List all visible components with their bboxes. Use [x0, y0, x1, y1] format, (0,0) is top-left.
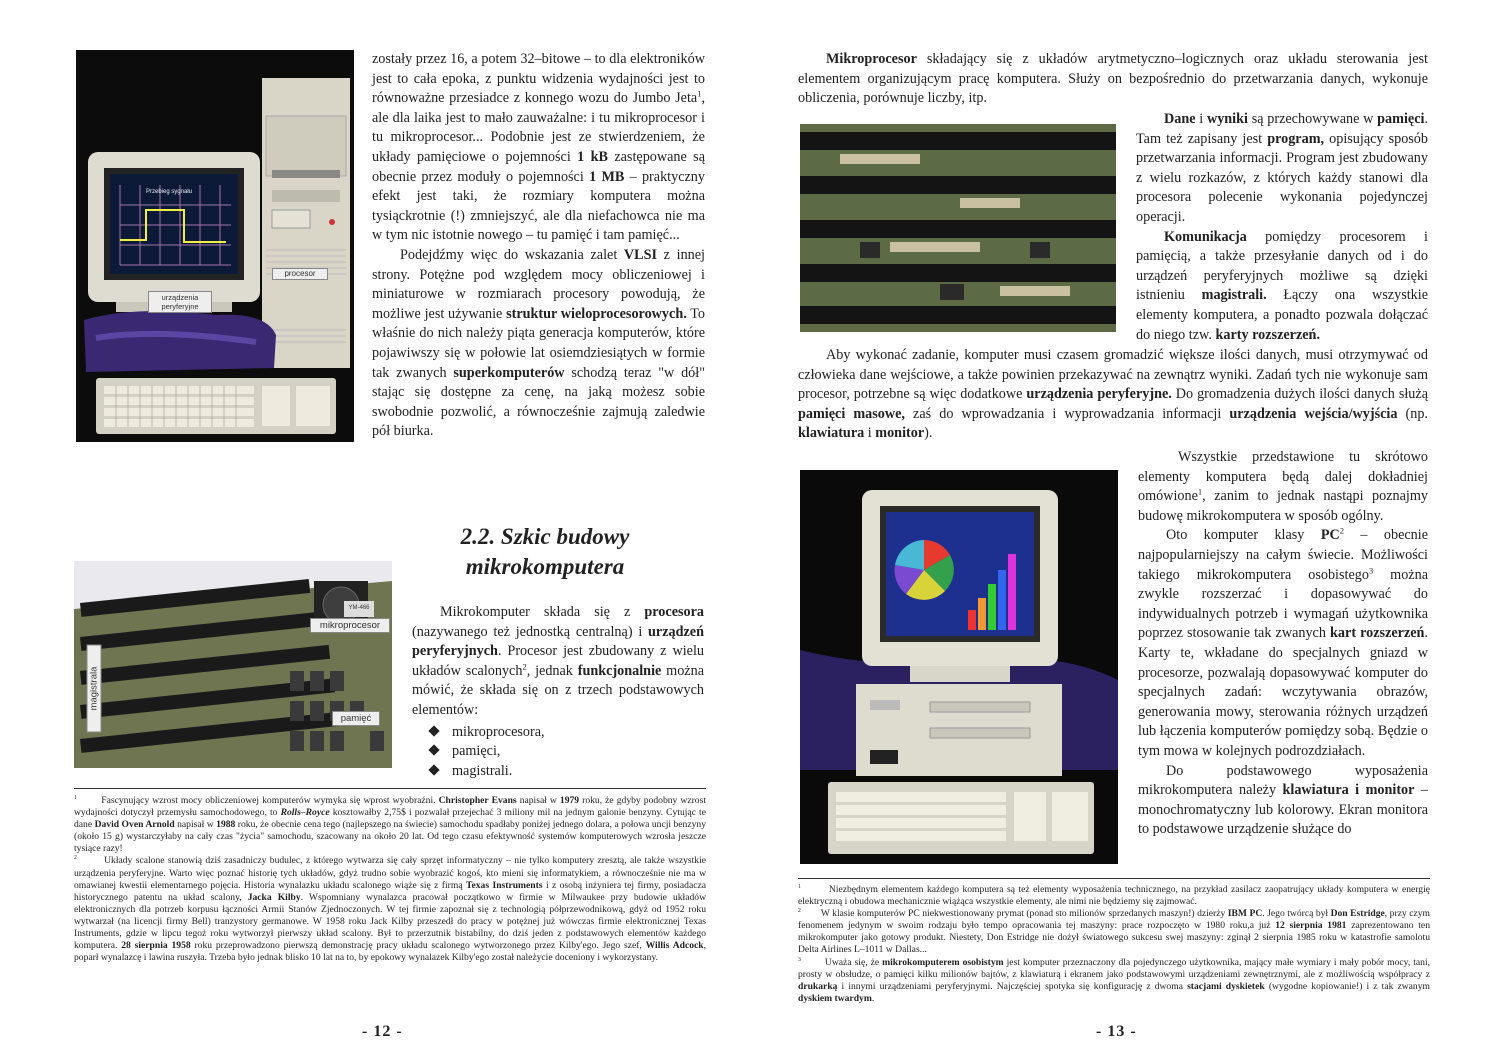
footnote: $^1$ Niezbędnym elementem każdego komputera są też elementy wyposażenia technicznego, na przykład zasilacz zaopatrujący układy komputera w energię elektryczną i obudowa mechanicznie wiążąca wszystkie elementy, ale nimi nie będziemy się zajmować. [798, 883, 1430, 908]
diamond-bullet-icon [428, 744, 439, 755]
paragraph: zostały przez 16, a potem 32–bitowe – to dla elektroników jest to cała epoka, z punktu widzenia wydajności jest to równoważne przesiadce z konnego wozu do Jumbo Jeta$^1$, ale dla laika jest to mało zauważalne: i tu mikroprocesor i tu mikroprocesor... Podobnie jest ze stwierdzeniem, że układy pamięciowe o pojemności 1 kB zastępowane są obecnie przez moduły o pojemności 1 MB – praktyczny efekt jest taki, że rozmiary komputera można tysiąckrotnie (!) zmniejszyć, ale dla niefachowca nie ma w tym nic istotnie nowego – tu pamięć i tam pamięć... [372, 51, 705, 244]
slots-photo-illustration [800, 124, 1116, 332]
label-memory: pamięć [332, 711, 380, 726]
motherboard-photo-illustration [74, 561, 392, 768]
label-peripherals: urządzenia peryferyjne [148, 291, 212, 313]
paragraph: Podejdźmy więc do wskazania zalet VLSI z innej strony. Potężne pod względem mocy obliczeniowej i miniaturowe w rozmiarach procesory powodują, że możliwe jest używanie struktur wieloprocesorowych. To właśnie do nich należy piąta generacja komputerów, które pojawiwszy się w połowie lat osiemdziesiątych w formie tak zwanych superkomputerów schodzą teraz "w dół" stając się dostępne za cenę, na jaką możesz sobie swobodnie pozwolić, a równocześnie zajmują zaledwie pół biurka. [372, 246, 705, 440]
paragraph: Komunikacja pomiędzy procesorem i pamięcią, a także przesyłanie danych od i do urządzeń peryferyjnych możliwe są dzięki istnieniu magistrali. Łączy ona wszystkie elementy komputera, a ponadto pozwala dołączać do niego tzw. karty rozszerzeń. [1136, 228, 1428, 343]
label-chip: YM-466 [344, 601, 374, 615]
computer-photo-illustration [76, 50, 354, 442]
label-bus: magistrala [87, 645, 102, 733]
footnote: $^3$ Uważa się, że mikrokomputerem osobistym jest komputer przeznaczony dla pojedynczego użytkownika, mający małe wymiary i mały pobór mocy, tani, prosty w obsłudze, o pamięci kilku milionów bajtów, z klawiaturą i ekranem jako podstawowymi urządzeniami zewnętrznymi, ale z możliwością współpracy z drukarką i innymi urządzeniami peryferyjnymi. Najczęściej spotyka się konfigurację z dwoma stacjami dyskietek (wygodne kopiowanie!) i z tak zwanym dyskiem twardym. [798, 956, 1431, 1004]
footnote: $^2$ Układy scalone stanowią dziś zasadniczy budulec, z którego wytwarza się cały sprzęt informatyczny – nie tylko komputery zresztą, ale także wszystkie urządzenia peryferyjne. Warto więc poznać historię tych układów, gdyż trudno sobie wyobrazić kogoś, kto mieni się informatykiem, a równocześnie nie ma w omawianej kwestii elementarnego pojęcia. Historia wynalazku układu scalonego wiąże się z firmą Texas Instruments i z osobą inżyniera tej firmy, posiadacza historycznego patentu na układ scalony, Jacka Kilby. Wspomniany wynalazca pracował początkowo w firmie w Milwaukee przy budowie układów elektronicznych dla potrzeb korpusu łączności Armii Stanów Zjednoczonych. W tej firmie zapoznał się z technologią półprzewodnikową, gdyż od 1952 roku wytwarzał (na licencji firmy Bell) tranzystory germanowe. W 1958 roku Jack Kilby przeszedł do pracy w potężnej już wówczas firmie elektronicznej Texas Instruments, gdzie w lipcu tegoż roku wytworzył pierwszy układ scalony. Był to przerzutnik bistabilny, do dziś jeden z podstawowych elementów każdego komputera. 28 sierpnia 1958 roku przeprowadzono pierwszą demonstrację pracy układu scalonego wytworzonego przez Kilby'ego. Jego szef, Willis Adcock, poparł wynalazcę i lawina ruszyła. Trzeba było jednak blisko 10 lat na to, by epokowy wynalazek Kilby'ego został należycie doceniony i wykorzystany. [74, 855, 707, 964]
footnote: $^1$ Fascynujący wzrost mocy obliczeniowej komputerów wymyka się wprost wyobraźni. Christopher Evans napisał w 1979 roku, że gdyby podobny wzrost wydajności dotyczył przemysłu samochodowego, to Rolls–Royce kosztowałby 2,75$ i pozwalał przejechać 3 miliony mil na jednym galonie benzyny. Cytując te dane David Oven Arnold napisał w 1988 roku, że obecnie cena tego (najlepszego na świecie) samochodu spadłaby poniżej jednego dolara, a połowa uncji benzyny (około 15 g) wystarczyłaby na cały czas "życia" samochodu, szacowany na około 20 lat. Od tego czasu efektywność systemów komputerowych wzrosła jeszcze tysiące razy! [74, 794, 706, 855]
svg-text:Przebieg sygnału: Przebieg sygnału [146, 189, 193, 195]
section-body [412, 603, 704, 781]
label-processor: procesor [272, 268, 328, 280]
paragraph: Mikrokomputer składa się z procesora (nazywanego też jednostką centralną) i urządzeń peryferyjnych. Procesor jest zbudowany z wielu układów scalonych$^2$, jednak funkcjonalnie można mówić, że składa się on z trzech podstawowych elementów: [412, 604, 704, 718]
section-heading: 2.2. Szkic budowy mikrokomputera [460, 524, 630, 579]
paragraph: Oto komputer klasy $PC^2$ – obecnie najpopularniejszy na całym świecie. Możliwości takiego mikrokomputera osobistego$^3$ można zwykle rozszerzać i dopasowywać do indywidualnych potrzeb i wymagań użytkownika poprzez stosowanie tak zwanych kart rozszerzeń. Karty te, wkładane do specjalnych gniazd w procesorze, pozwalają dopasowywać komputer do specjalnych zadań: wczytywania obrazów, generowania mowy, sterowania różnych urządzeń lub łączenia komputerów pomiędzy sobą. Będzie o tym mowa w kolejnych podrozdziałach. [1138, 525, 1428, 759]
paragraph: Wszystkie przedstawione tu skrótowo elementy komputera będą dalej dokładniej omówione$^1$, zanim to jednak nastąpi poznajmy budowę mikrokomputera w sposób ogólny. [1138, 449, 1428, 524]
list-item: pamięci, [430, 742, 704, 762]
photo-expansion-slots [800, 124, 1116, 332]
footnote-rule [798, 878, 1430, 879]
intro-paragraph [798, 50, 1428, 109]
label-microprocessor: mikroprocesor [310, 618, 390, 633]
right-footnotes [798, 884, 1430, 1005]
full-width-paragraph [798, 346, 1428, 444]
footnote-rule [74, 788, 706, 789]
pc-photo-illustration [800, 470, 1118, 864]
footnote: $^2$ W klasie komputerów PC niekwestionowany prymat (ponad sto milionów sprzedanych maszyn!) dzierży IBM PC. Jego twórcą był Don Estridge, przy czym fenomenem jedynym w swoim rodzaju było tempo opracowania tej maszyny: prace rozpoczęto w 1980 roku,a już 12 sierpnia 1981 zaprezentowano ten mikrokomputer jako gotowy produkt. Niestety, Don Estridge nie dożył światowego sukcesu swej maszyny: zginął 2 sierpnia 1985 roku w katastrofie samolotu Delta Airlines L–1011 w Dallas... [798, 908, 1430, 956]
list-item: mikroprocesora, [430, 723, 704, 743]
paragraph: Aby wykonać zadanie, komputer musi czasem gromadzić większe ilości danych, musi otrzymywać od człowieka dane wejściowe, a także powinien przekazywać na zewnątrz wyniki. Zadań tych nie wykonuje sam procesor, potrzebne są więc dodatkowe urządzenia peryferyjne. Do gromadzenia dużych ilości danych służą pamięci masowe, zaś do wprowadzania i wyprowadzania informacji urządzenia wejścia/wyjścia (np. klawiatura i monitor). [798, 347, 1428, 442]
paragraph: Do podstawowego wyposażenia mikrokomputera należy klawiatura i monitor – monochromatyczny lub kolorowy. Ekran monitora to podstawowe urządzenie służące do [1138, 762, 1428, 838]
left-column-text [372, 50, 705, 442]
photo-motherboard-labeled [74, 561, 392, 768]
page-number-left: - 12 - [362, 1023, 403, 1040]
side-text-2 [1138, 448, 1428, 840]
paragraph: Dane i wyniki są przechowywane w pamięci. Tam też zapisany jest program, opisujący sposób przetwarzania informacji. Program jest zbudowany z wielu rozkazów, z których każdy stanowi dla procesora polecenie wykonania pojedynczej operacji. [1136, 111, 1428, 225]
photo-pc-color-monitor [800, 470, 1118, 864]
left-footnotes [74, 795, 706, 964]
page-number-right: - 13 - [1096, 1023, 1137, 1040]
photo-computer-labeled [76, 50, 354, 442]
list-item: magistrali. [430, 762, 704, 782]
element-list [412, 723, 704, 782]
diamond-bullet-icon [428, 764, 439, 775]
paragraph: Mikroprocesor składający się z układów arytmetyczno–logicznych oraz układu sterowania jest elementem organizującym pracę komputera. Służy on bezpośrednio do przetwarzania danych, wykonuje obliczenia, porównuje liczby, itp. [798, 51, 1428, 107]
diamond-bullet-icon [428, 725, 439, 736]
side-text-1 [1136, 110, 1428, 345]
